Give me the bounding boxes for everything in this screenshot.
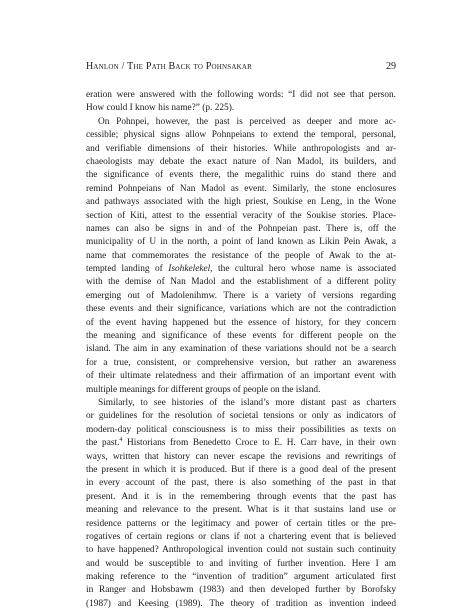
text-line: names can also be signs in and of the Pohnpeian past. There is, off the [86,223,396,234]
text-line: or guidelines for the resolution of societal tensions or only as indicators of [86,411,396,422]
text-line: (1987) and Keesing (1989). The theory of tradition as invention indeed [86,598,396,609]
body-text [86,89,396,611]
running-head-title: Hanlon / The Path Back to Pohnsakar [86,61,253,72]
text-line: On Pohnpei, however, the past is perceived as deeper and more ac- [98,116,396,127]
text-line: with the demise of Nan Madol and the establishment of a different polity [86,277,396,288]
text-line: and verifiable dimensions of their histories. While anthropologists and ar- [86,143,396,154]
text-line: rogatives of certain regions or clans if not a chartering event that is believed [86,531,396,542]
text-line: name that commemorates the resistance of the people of Awak to the at- [86,250,396,261]
text-line: section of Kiti, attest to the essential veracity of the Soukise stories. Place- [86,210,396,221]
text-line: chaeologists may debate the exact nature of Nan Madol, its builders, and [86,156,396,167]
text-line: residence patterns or the legitimacy and power of certain titles or the pre- [86,518,396,529]
text-line: these events and their significance, variations which are not the contradiction [86,304,396,315]
text-line: making reference to the “invention of tradition” argument articulated first [86,572,396,583]
text-line: and pathways associated with the high priest, Soukise en Leng, in the Wone [86,197,396,208]
text-line: How could I know his name?” (p. 225). [86,103,235,114]
footnote-ref: 4 [119,437,123,444]
text-line: emerging out of Madolenihmw. There is a variety of versions regarding [86,290,396,301]
text-line: the significance of events there, the megalithic ruins do stand there and [86,170,396,181]
text-line: of their ultimate relatedness and their affirmation of an important event with [86,371,396,382]
text-line: of the event having happened but the essence of history, for they concern [86,317,396,328]
text-line: island. The aim in any examination of these variations should not be a search [86,344,396,355]
running-head [86,60,396,74]
page-number: 29 [386,61,396,72]
text-line: remind Pohnpeians of Nan Madol as event. Similarly, the stone enclosures [86,183,396,194]
text-line: present. And it is in the remembering through events that the past has [86,491,396,502]
text-line: ways, written that history can never escape the revisions and rewritings of [86,451,396,462]
text-line: modern-day political consciousness is to miss their possibilities as texts on [86,424,396,435]
text-line: eration were answered with the following words: “I did not see that person. [86,90,396,100]
text-line: meaning and relevance to the present. What is it that sustains land use or [86,505,396,516]
text-line: the meaning and significance of these events for different people on the [86,331,396,342]
italic-term: Isohkelekel [168,264,211,275]
text-line: and would be susceptible to and inviting of further invention. Here I am [86,558,396,569]
text-line: the present in which it is produced. But if there is a good deal of the present [86,464,396,475]
text-line: cessible; physical signs allow Pohnpeians to extend the temporal, personal, [86,130,396,141]
text-line: in Ranger and Hobsbawm (1983) and then developed further by Borofsky [86,585,396,596]
text-line: the past.$^4$ Historians from Benedetto Croce to E. H. Carr have, in their own [86,437,397,449]
body-paragraphs [86,89,396,611]
text-line: for a true, consistent, or comprehensive version, but rather an awareness [86,357,396,368]
text-line: tempted landing of Isohkelekel, the cultural hero whose name is associated [86,264,397,275]
text-line: Similarly, to see histories of the island’s more distant past as charters [98,397,396,408]
text-line: municipality of U in the north, a point of land known as Likin Pein Awak, a [86,237,396,248]
text-line: multiple meanings for different groups of people on the island. [86,384,321,395]
text-line: in every account of the past, there is also something of the past in that [86,478,396,489]
text-line: to have happened? Anthropological invention could not sustain such continuity [86,545,396,556]
